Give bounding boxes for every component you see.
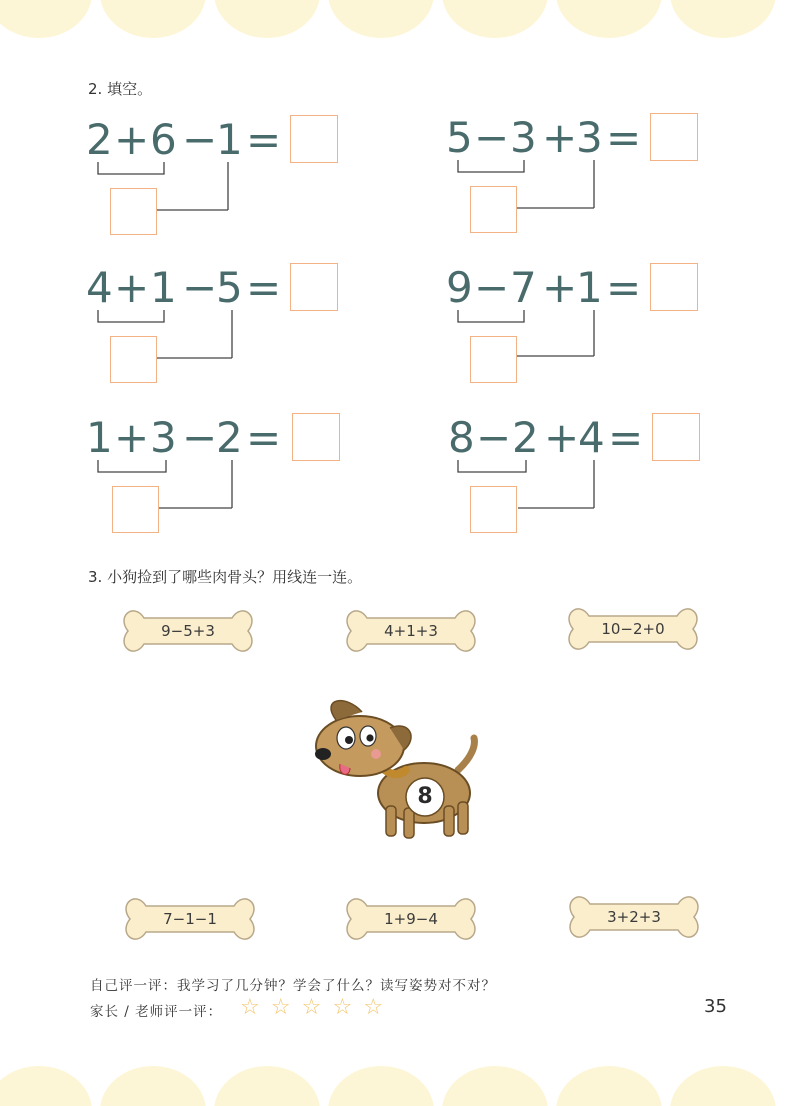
operand-c: 5: [216, 263, 243, 312]
intermediate-box[interactable]: [110, 188, 157, 235]
operator-2: +: [544, 413, 580, 462]
operand-c: 1: [576, 263, 603, 312]
answer-box[interactable]: [652, 413, 700, 461]
operand-b: 2: [512, 413, 539, 462]
bottom-scallop-border: [0, 1056, 800, 1106]
bone-5[interactable]: [343, 890, 479, 948]
star-icon[interactable]: ☆: [363, 995, 384, 1020]
operand-a: 1: [86, 413, 113, 462]
operand-a: 5: [446, 113, 473, 162]
star-icon[interactable]: ☆: [332, 995, 353, 1020]
section-3-title: 3. 小狗捡到了哪些肉骨头？用线连一连。: [88, 568, 363, 586]
intermediate-box[interactable]: [110, 336, 157, 383]
operand-b: 6: [150, 115, 177, 164]
operator-2: +: [542, 263, 578, 312]
bone-expression: 9−5+3: [161, 622, 215, 640]
intermediate-box[interactable]: [470, 486, 517, 533]
operand-b: 1: [150, 263, 177, 312]
dog-number: 8: [417, 784, 433, 809]
equals-sign: =: [246, 115, 282, 164]
bone-3[interactable]: [565, 600, 701, 658]
page-number: 35: [704, 996, 727, 1017]
bone-1[interactable]: [120, 602, 256, 660]
top-scallop-border: [0, 0, 800, 50]
operand-c: 1: [216, 115, 243, 164]
bone-2[interactable]: [343, 602, 479, 660]
section-2-title: 2. 填空。: [88, 80, 153, 98]
operand-c: 3: [576, 113, 603, 162]
operator-1: −: [474, 113, 510, 162]
answer-box[interactable]: [292, 413, 340, 461]
equals-sign: =: [246, 263, 282, 312]
intermediate-box[interactable]: [112, 486, 159, 533]
operand-b: 7: [510, 263, 537, 312]
operator-2: +: [542, 113, 578, 162]
star-icon[interactable]: ☆: [301, 995, 322, 1020]
operand-b: 3: [510, 113, 537, 162]
bone-expression: 1+9−4: [384, 910, 438, 928]
rating-stars: [240, 995, 389, 1020]
operand-a: 8: [448, 413, 475, 462]
star-icon[interactable]: ☆: [240, 995, 260, 1020]
operator-1: +: [114, 263, 150, 312]
operator-1: −: [474, 263, 510, 312]
parent-evaluation-label: 家长 / 老师评一评：: [90, 1004, 223, 1020]
operand-a: 2: [86, 115, 113, 164]
bone-4[interactable]: [122, 890, 258, 948]
answer-box[interactable]: [290, 263, 338, 311]
equals-sign: =: [608, 413, 644, 462]
bone-expression: 10−2+0: [601, 620, 665, 638]
self-evaluation: 自己评一评：我学习了几分钟？学会了什么？读写姿势对不对？: [90, 978, 496, 994]
dog-illustration[interactable]: [306, 698, 486, 843]
operator-1: −: [476, 413, 512, 462]
intermediate-box[interactable]: [470, 186, 517, 233]
bone-expression: 3+2+3: [607, 908, 661, 926]
operand-a: 9: [446, 263, 473, 312]
operator-1: +: [114, 115, 150, 164]
answer-box[interactable]: [290, 115, 338, 163]
answer-box[interactable]: [650, 113, 698, 161]
equals-sign: =: [606, 113, 642, 162]
dog-icon: [306, 698, 486, 843]
intermediate-box[interactable]: [470, 336, 517, 383]
operator-1: +: [114, 413, 150, 462]
bone-expression: 7−1−1: [163, 910, 217, 928]
operator-2: −: [182, 263, 218, 312]
bone-6[interactable]: [566, 888, 702, 946]
answer-box[interactable]: [650, 263, 698, 311]
operator-2: −: [182, 115, 218, 164]
equals-sign: =: [606, 263, 642, 312]
operand-a: 4: [86, 263, 113, 312]
operator-2: −: [182, 413, 218, 462]
star-icon[interactable]: ☆: [270, 995, 291, 1020]
bone-expression: 4+1+3: [384, 622, 438, 640]
operand-c: 4: [578, 413, 605, 462]
equals-sign: =: [246, 413, 282, 462]
operand-c: 2: [216, 413, 243, 462]
operand-b: 3: [150, 413, 177, 462]
